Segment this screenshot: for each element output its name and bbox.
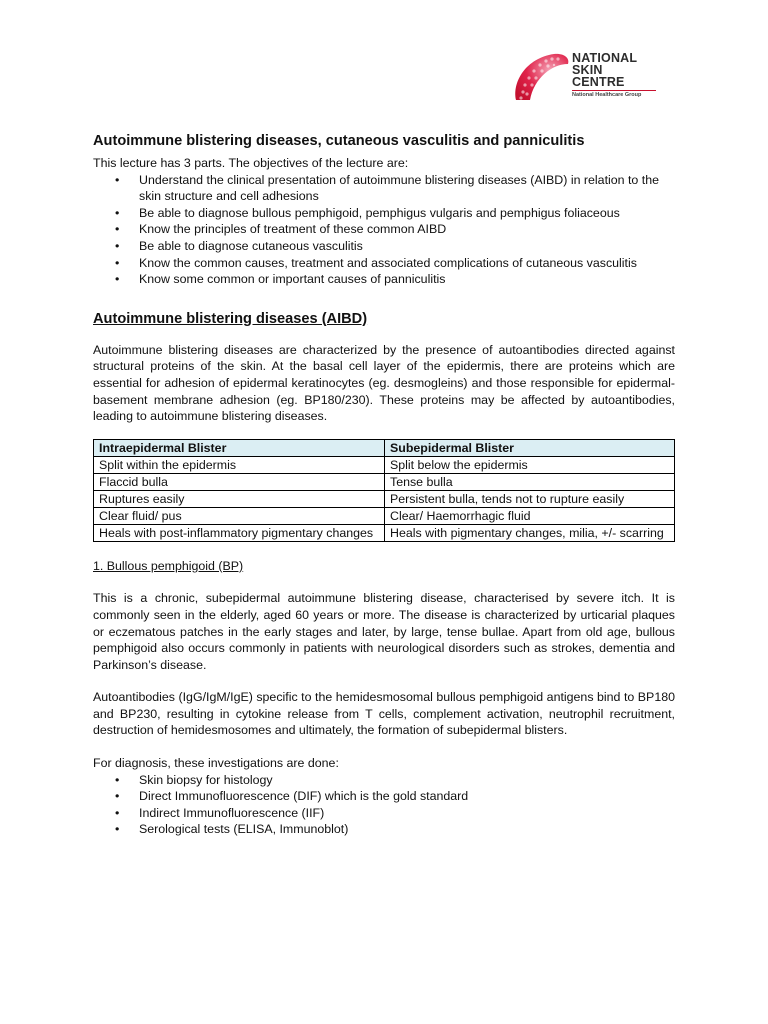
list-item: • Indirect Immunofluorescence (IIF) bbox=[115, 805, 325, 820]
table-cell: Heals with post-inflammatory pigmentary changes bbox=[94, 524, 385, 541]
aibd-heading: Autoimmune blistering diseases (AIBD) bbox=[93, 310, 368, 327]
table-cell: Flaccid bulla bbox=[94, 473, 385, 490]
bullet-icon: • bbox=[115, 822, 120, 837]
list-item: • Know the principles of treatment of these common AIBD bbox=[115, 222, 447, 237]
intro-lead: This lecture has 3 parts. The objectives of the lecture are: bbox=[93, 156, 409, 170]
blister-comparison-table bbox=[93, 439, 675, 542]
bp-paragraph-2: Autoantibodies (IgG/IgM/IgE) specific to the hemidesmosomal bullous pemphigoid antigens bind to BP180 and BP230, resulting in cytokine release from T cells, complement activation, neutrophil recruitment, destruction of hemidesmosomes and ultimately, the formation of subepidermal blisters. bbox=[93, 690, 675, 738]
bullet-icon: • bbox=[115, 772, 120, 787]
table-row bbox=[94, 473, 675, 490]
table-cell: Split below the epidermis bbox=[385, 456, 675, 473]
objectives-list bbox=[93, 172, 675, 288]
aibd-paragraph: Autoimmune blistering diseases are characterized by the presence of autoantibodies directed against structural proteins of the skin. At the basal cell layer of the epidermis, there are proteins which are essential for adhesion of epidermal keratinocytes (eg. desmogleins) and those responsible for epidermal-basement membrane adhesion (eg. BP180/230). These proteins may be affected by autoantibodies, leading to autoimmune blistering diseases. bbox=[93, 342, 675, 424]
table-row bbox=[94, 456, 675, 473]
table-row bbox=[94, 490, 675, 507]
table-header-cell: Subepidermal Blister bbox=[385, 439, 675, 456]
document-body bbox=[93, 132, 675, 838]
table-row bbox=[94, 524, 675, 541]
list-item: • Know the common causes, treatment and associated complications of cutaneous vasculitis bbox=[115, 255, 637, 270]
list-item: • Skin biopsy for histology bbox=[115, 772, 273, 787]
table-cell: Clear/ Haemorrhagic fluid bbox=[385, 507, 675, 524]
table-cell: Split within the epidermis bbox=[94, 456, 385, 473]
list-item: • Direct Immunofluorescence (DIF) which is the gold standard bbox=[115, 789, 469, 804]
bullet-icon: • bbox=[115, 805, 120, 820]
table-row bbox=[94, 507, 675, 524]
list-item: • Understand the clinical presentation of autoimmune blistering diseases (AIBD) in relation to the skin structure and cell adhesions bbox=[115, 172, 659, 204]
table-header-row bbox=[94, 439, 675, 456]
investigations-list bbox=[93, 772, 675, 838]
bullet-icon: • bbox=[115, 255, 120, 270]
table-cell: Tense bulla bbox=[385, 473, 675, 490]
bullet-icon: • bbox=[115, 789, 120, 804]
national-skin-centre-logo bbox=[512, 50, 662, 104]
logo-text-line2: SKIN bbox=[572, 63, 603, 77]
table-cell: Clear fluid/ pus bbox=[94, 507, 385, 524]
bullet-icon: • bbox=[115, 238, 120, 253]
bullet-icon: • bbox=[115, 172, 120, 187]
table-cell: Ruptures easily bbox=[94, 490, 385, 507]
table-cell: Heals with pigmentary changes, milia, +/- scarring bbox=[385, 524, 675, 541]
table-header-cell: Intraepidermal Blister bbox=[94, 439, 385, 456]
list-item: • Be able to diagnose cutaneous vasculitis bbox=[115, 238, 363, 253]
list-item: • Serological tests (ELISA, Immunoblot) bbox=[115, 822, 349, 837]
logo-divider bbox=[572, 90, 656, 91]
bullet-icon: • bbox=[115, 205, 120, 220]
bullet-icon: • bbox=[115, 222, 120, 237]
bp-heading: 1. Bullous pemphigoid (BP) bbox=[93, 558, 244, 573]
logo-text-line3: CENTRE bbox=[572, 75, 625, 89]
table-cell: Persistent bulla, tends not to rupture easily bbox=[385, 490, 675, 507]
list-item: • Know some common or important causes of panniculitis bbox=[115, 272, 446, 287]
bp-paragraph-1: This is a chronic, subepidermal autoimmune blistering disease, characterised by severe itch. It is commonly seen in the elderly, aged 60 years or more. The disease is characterized by urticarial plaques or eczematous patches in the early stages and later, by large, tense bullae. Apart from old age, bullous pemphigoid also occurs commonly in patients with neurological disorders such as strokes, dementia and Parkinson’s disease. bbox=[93, 591, 675, 672]
list-item: • Be able to diagnose bullous pemphigoid, pemphigus vulgaris and pemphigus foliaceous bbox=[115, 205, 620, 220]
document-title: Autoimmune blistering diseases, cutaneous vasculitis and panniculitis bbox=[93, 133, 585, 149]
logo-dots-icon bbox=[512, 50, 574, 104]
bullet-icon: • bbox=[115, 272, 120, 287]
logo-text-line1: NATIONAL bbox=[572, 51, 638, 65]
logo-subtitle: National Healthcare Group bbox=[572, 92, 642, 98]
diagnosis-lead: For diagnosis, these investigations are done: bbox=[93, 756, 339, 771]
